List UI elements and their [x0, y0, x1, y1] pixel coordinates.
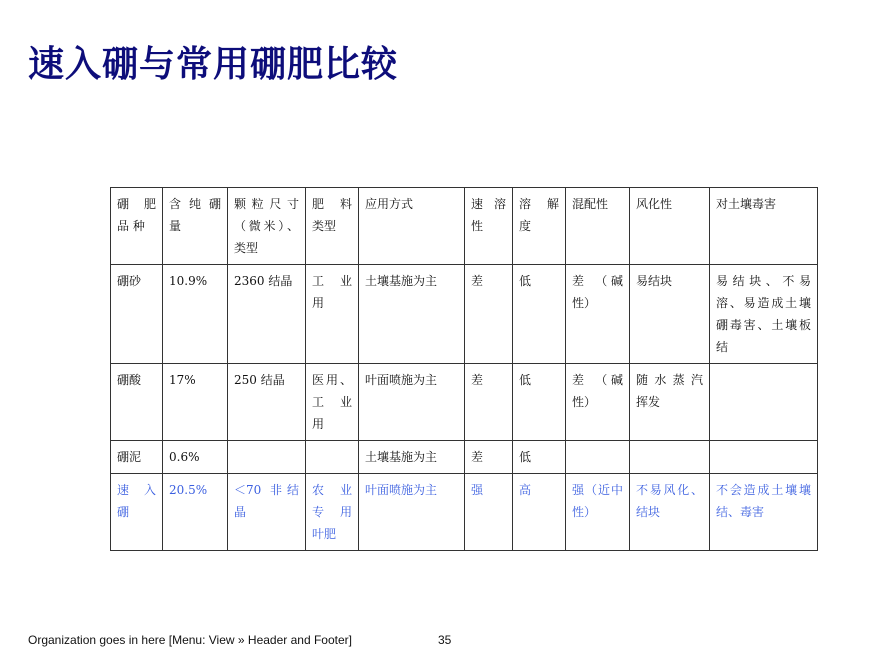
header-cell: 溶 解 度 [513, 188, 566, 265]
page-number: 35 [438, 633, 452, 647]
table-cell: 农 业 专 用 叶肥 [306, 474, 359, 551]
table-header-row [111, 188, 818, 265]
table-cell: 土壤基施为主 [359, 441, 465, 474]
table-cell: 差 [465, 364, 513, 441]
table-cell: 2360 结晶 [228, 265, 306, 364]
table-cell [710, 364, 818, 441]
table-cell: 0.6% [163, 441, 228, 474]
table-cell: 土壤基施为主 [359, 265, 465, 364]
table-cell: 叶面喷施为主 [359, 474, 465, 551]
header-cell: 风化性 [630, 188, 710, 265]
table-cell: 17% [163, 364, 228, 441]
table-cell: 随 水 蒸 汽 挥发 [630, 364, 710, 441]
table-cell: 10.9% [163, 265, 228, 364]
header-cell: 肥 料 类型 [306, 188, 359, 265]
table-cell: 硼酸 [111, 364, 163, 441]
table-cell: 易结块 [630, 265, 710, 364]
table-row-highlighted [111, 474, 818, 551]
table-cell: 强 [465, 474, 513, 551]
table-cell [566, 441, 630, 474]
table-cell: 硼砂 [111, 265, 163, 364]
comparison-table [110, 187, 818, 551]
header-cell: 速 溶 性 [465, 188, 513, 265]
header-cell: 颗粒尺寸（微米）、类型 [228, 188, 306, 265]
table-cell: 不易风化、结块 [630, 474, 710, 551]
table-cell [306, 441, 359, 474]
table-row [111, 265, 818, 364]
table-cell: 差 [465, 441, 513, 474]
header-cell: 含 纯 硼 量 [163, 188, 228, 265]
header-cell: 对土壤毒害 [710, 188, 818, 265]
table-cell [228, 441, 306, 474]
table-cell: 低 [513, 364, 566, 441]
table-cell: 易结块、不易溶、易造成土壤硼毒害、土壤板结 [710, 265, 818, 364]
table-cell: 速 入 硼 [111, 474, 163, 551]
footer-text: Organization goes in here [Menu: View » Header and Footer] [28, 633, 352, 647]
page-title: 速入硼与常用硼肥比较 [28, 44, 399, 85]
table-cell: 20.5% [163, 474, 228, 551]
table-cell: 差 （碱性） [566, 265, 630, 364]
table-row [111, 441, 818, 474]
table-cell: ＜70 非结晶 [228, 474, 306, 551]
table-cell [710, 441, 818, 474]
table-cell: 低 [513, 441, 566, 474]
table-cell: 强（近中性） [566, 474, 630, 551]
table-cell: 医用、工 业 用 [306, 364, 359, 441]
table-cell: 叶面喷施为主 [359, 364, 465, 441]
table-cell: 工 业 用 [306, 265, 359, 364]
table-cell [630, 441, 710, 474]
table-row [111, 364, 818, 441]
table-cell: 低 [513, 265, 566, 364]
table-cell: 差 [465, 265, 513, 364]
table-cell: 差 （碱性） [566, 364, 630, 441]
table-cell: 250 结晶 [228, 364, 306, 441]
table-cell: 不会造成土壤壤结、毒害 [710, 474, 818, 551]
table-cell: 高 [513, 474, 566, 551]
header-cell: 应用方式 [359, 188, 465, 265]
table-cell: 硼泥 [111, 441, 163, 474]
header-cell: 混配性 [566, 188, 630, 265]
header-cell: 硼 肥 品 种 [111, 188, 163, 265]
